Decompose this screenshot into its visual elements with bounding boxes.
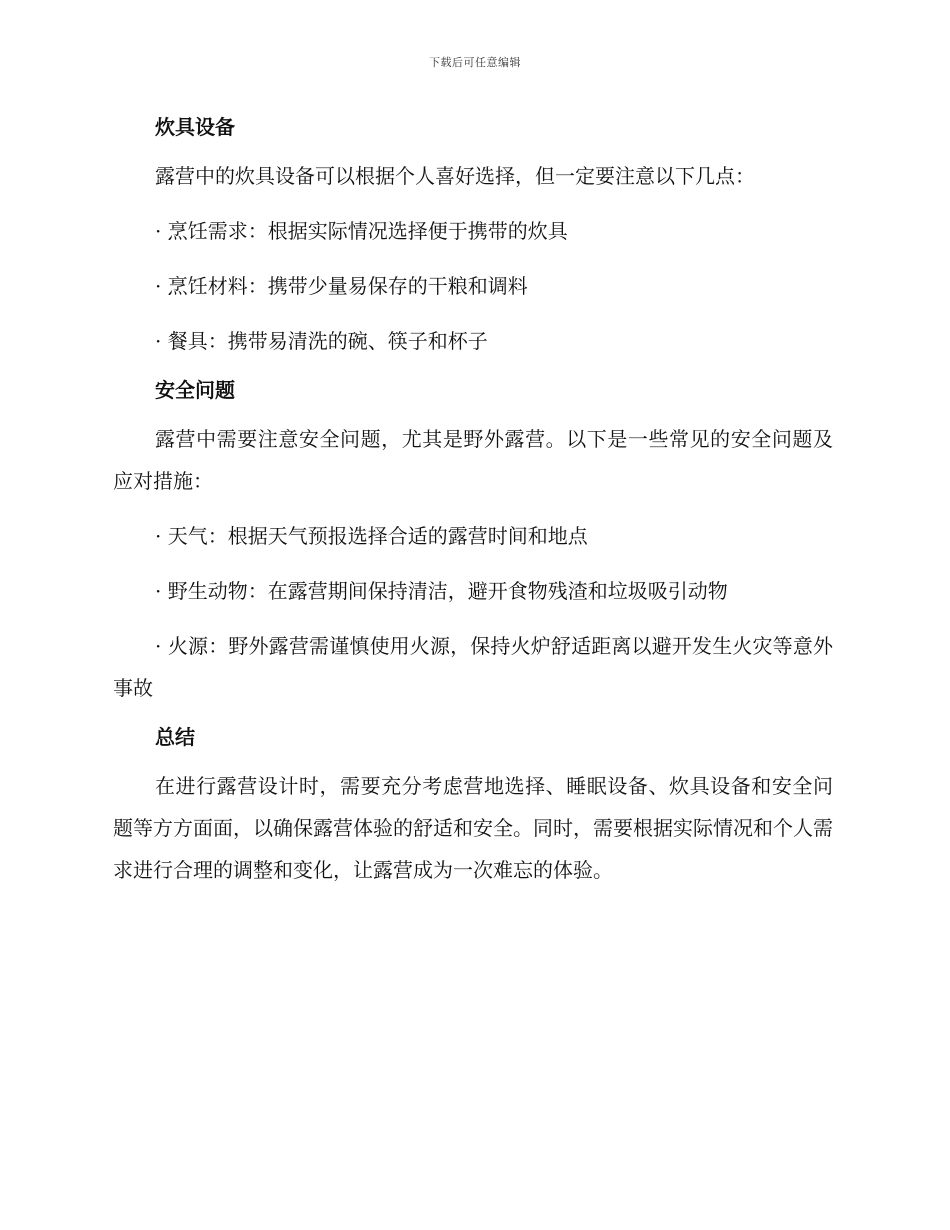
safety-intro: 露营中需要注意安全问题，尤其是野外露营。以下是一些常见的安全问题及应对措施： bbox=[113, 427, 833, 493]
cookware-item: · 烹饪需求：根据实际情况选择便于携带的炊具 bbox=[155, 219, 568, 243]
header-note: 下载后可任意编辑 bbox=[429, 56, 521, 69]
safety-item: · 天气：根据天气预报选择合适的露营时间和地点 bbox=[155, 524, 588, 548]
section-heading-cookware: 炊具设备 bbox=[155, 115, 235, 139]
section-heading-summary: 总结 bbox=[155, 725, 195, 749]
safety-item: · 火源：野外露营需谨慎使用火源，保持火炉舒适距离以避开发生火灾等意外事故 bbox=[113, 634, 833, 700]
summary-body: 在进行露营设计时，需要充分考虑营地选择、睡眠设备、炊具设备和安全问题等方方面面，以确保露营体验的舒适和安全。同时，需要根据实际情况和个人需求进行合理的调整和变化，让露营成为一次难忘的体验。 bbox=[113, 774, 833, 882]
cookware-item: · 餐具：携带易清洗的碗、筷子和杯子 bbox=[155, 329, 488, 353]
document-body bbox=[113, 112, 833, 891]
safety-item: · 野生动物：在露营期间保持清洁，避开食物残渣和垃圾吸引动物 bbox=[155, 579, 728, 603]
section-heading-safety: 安全问题 bbox=[155, 378, 235, 402]
cookware-item: · 烹饪材料：携带少量易保存的干粮和调料 bbox=[155, 274, 528, 298]
cookware-intro: 露营中的炊具设备可以根据个人喜好选择，但一定要注意以下几点： bbox=[155, 164, 755, 188]
